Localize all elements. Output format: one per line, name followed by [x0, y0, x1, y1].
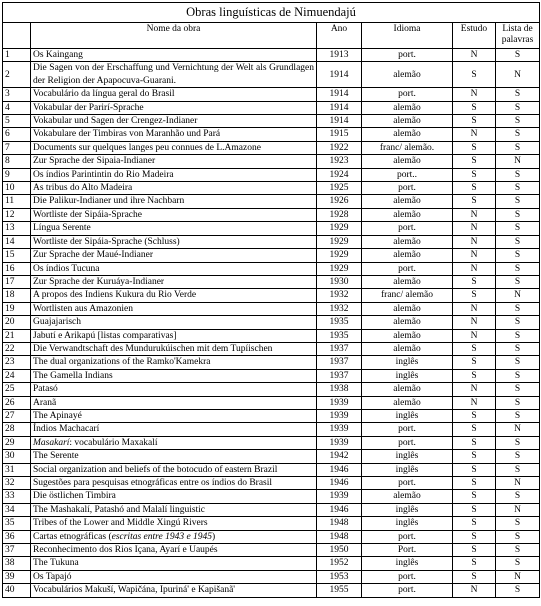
row-number: 18	[3, 289, 31, 302]
year-cell: 1952	[317, 557, 362, 570]
language-cell: inglês	[362, 463, 453, 476]
row-number: 38	[3, 557, 31, 570]
row-number: 29	[3, 436, 31, 449]
study-cell: S	[453, 155, 496, 168]
table-row	[3, 423, 540, 436]
word-list-cell: S	[496, 329, 540, 342]
header-number	[3, 23, 31, 49]
study-cell: S	[453, 490, 496, 503]
language-cell: alemão	[362, 155, 453, 168]
work-title: Aranã	[31, 396, 317, 409]
work-title: Vocabulários Makuší, Wapičána, Ipuriná' e Kapišanã'	[31, 584, 317, 597]
language-cell: franc/ alemão.	[362, 141, 453, 154]
word-list-cell: N	[496, 155, 540, 168]
study-cell: S	[453, 423, 496, 436]
language-cell: alemão	[362, 195, 453, 208]
table-row	[3, 302, 540, 315]
work-title-text: Cartas etnográficas (	[33, 531, 112, 542]
word-list-cell: S	[496, 88, 540, 101]
language-cell: port.	[362, 423, 453, 436]
study-cell: N	[453, 396, 496, 409]
row-number: 28	[3, 423, 31, 436]
table-row	[3, 383, 540, 396]
work-title-italic: Masakarí	[33, 437, 70, 448]
study-cell: S	[453, 530, 496, 543]
study-cell: S	[453, 275, 496, 288]
study-cell: N	[453, 88, 496, 101]
work-title: Die Palikur-Indianer und ihre Nachbarn	[31, 195, 317, 208]
work-title: Vokabulare der Timbiras von Maranhão und Pará	[31, 128, 317, 141]
word-list-cell: S	[496, 222, 540, 235]
language-cell: alemão	[362, 275, 453, 288]
row-number: 31	[3, 463, 31, 476]
word-list-cell: N	[496, 289, 540, 302]
study-cell: S	[453, 101, 496, 114]
year-cell: 1946	[317, 477, 362, 490]
language-cell: alemão	[362, 249, 453, 262]
word-list-cell: S	[496, 356, 540, 369]
language-cell: inglês	[362, 356, 453, 369]
row-number: 22	[3, 342, 31, 355]
language-cell: port..	[362, 168, 453, 181]
year-cell: 1948	[317, 517, 362, 530]
language-cell: port.	[362, 477, 453, 490]
study-cell: N	[453, 49, 496, 62]
work-title: The dual organizations of the Ramko'Kamekra	[31, 356, 317, 369]
word-list-cell: S	[496, 141, 540, 154]
year-cell: 1930	[317, 275, 362, 288]
row-number: 19	[3, 302, 31, 315]
study-cell: S	[453, 168, 496, 181]
study-cell: N	[453, 128, 496, 141]
table-row	[3, 289, 540, 302]
study-cell: S	[453, 195, 496, 208]
table-row	[3, 396, 540, 409]
study-cell: S	[453, 62, 496, 88]
row-number: 33	[3, 490, 31, 503]
table-row	[3, 208, 540, 221]
table-row	[3, 101, 540, 114]
header-word-list: Lista de palavras	[496, 23, 540, 49]
row-number: 7	[3, 141, 31, 154]
row-number: 23	[3, 356, 31, 369]
row-number: 37	[3, 544, 31, 557]
year-cell: 1926	[317, 195, 362, 208]
work-title: Guajajarisch	[31, 316, 317, 329]
work-title: The Mashakalí, Patashó and Malalí linguistic	[31, 503, 317, 516]
year-cell: 1939	[317, 423, 362, 436]
study-cell: N	[453, 249, 496, 262]
word-list-cell: S	[496, 302, 540, 315]
year-cell: 1939	[317, 436, 362, 449]
table-row	[3, 182, 540, 195]
year-cell: 1938	[317, 383, 362, 396]
row-number: 16	[3, 262, 31, 275]
study-cell: S	[453, 477, 496, 490]
word-list-cell: S	[496, 436, 540, 449]
language-cell: inglês	[362, 557, 453, 570]
work-title: Os índios Tucuna	[31, 262, 317, 275]
study-cell: N	[453, 329, 496, 342]
work-title: Os Tapajó	[31, 570, 317, 583]
table-row	[3, 329, 540, 342]
language-cell: alemão	[362, 302, 453, 315]
word-list-cell: S	[496, 235, 540, 248]
word-list-cell: S	[496, 517, 540, 530]
word-list-cell: S	[496, 262, 540, 275]
word-list-cell: S	[496, 396, 540, 409]
study-cell: N	[453, 262, 496, 275]
work-title: Vokabular der Parirí-Sprache	[31, 101, 317, 114]
header-study: Estudo	[453, 23, 496, 49]
work-title: The Apinayé	[31, 409, 317, 422]
work-title: Os Kaingang	[31, 49, 317, 62]
year-cell: 1929	[317, 235, 362, 248]
table-row	[3, 490, 540, 503]
work-title-italic: escritas entre 1943 e 1945	[111, 531, 213, 542]
language-cell: port.	[362, 222, 453, 235]
word-list-cell: S	[496, 168, 540, 181]
row-number: 3	[3, 88, 31, 101]
year-cell: 1915	[317, 128, 362, 141]
language-cell: port.	[362, 436, 453, 449]
year-cell: 1914	[317, 115, 362, 128]
year-cell: 1939	[317, 490, 362, 503]
table-row	[3, 275, 540, 288]
table-row	[3, 222, 540, 235]
work-title: Zur Sprache der Maué-Indianer	[31, 249, 317, 262]
year-cell: 1929	[317, 249, 362, 262]
work-title: Wortlisten aus Amazonien	[31, 302, 317, 315]
word-list-cell: S	[496, 49, 540, 62]
work-title: Zur Sprache der Sipaia-Indianer	[31, 155, 317, 168]
row-number: 4	[3, 101, 31, 114]
language-cell: alemão	[362, 396, 453, 409]
language-cell: alemão	[362, 101, 453, 114]
table-row	[3, 115, 540, 128]
word-list-cell: N	[496, 477, 540, 490]
word-list-cell: S	[496, 195, 540, 208]
word-list-cell: S	[496, 316, 540, 329]
row-number: 25	[3, 383, 31, 396]
study-cell: S	[453, 141, 496, 154]
study-cell: S	[453, 356, 496, 369]
language-cell: inglês	[362, 503, 453, 516]
study-cell: S	[453, 570, 496, 583]
language-cell: alemão	[362, 342, 453, 355]
table-row	[3, 557, 540, 570]
year-cell: 1925	[317, 182, 362, 195]
work-title: Jabutí e Arikapú [listas comparativas]	[31, 329, 317, 342]
year-cell: 1913	[317, 49, 362, 62]
row-number: 5	[3, 115, 31, 128]
year-cell: 1932	[317, 289, 362, 302]
word-list-cell: S	[496, 101, 540, 114]
language-cell: alemão	[362, 383, 453, 396]
table-row	[3, 88, 540, 101]
table-row	[3, 62, 540, 88]
year-cell: 1946	[317, 503, 362, 516]
language-cell: inglês	[362, 369, 453, 382]
row-number: 14	[3, 235, 31, 248]
row-number: 26	[3, 396, 31, 409]
work-title: Zur Sprache der Kuruáya-Indianer	[31, 275, 317, 288]
word-list-cell: S	[496, 544, 540, 557]
study-cell: S	[453, 409, 496, 422]
year-cell: 1935	[317, 316, 362, 329]
table-row	[3, 262, 540, 275]
word-list-cell: S	[496, 409, 540, 422]
year-cell: 1939	[317, 396, 362, 409]
table-row	[3, 249, 540, 262]
word-list-cell: N	[496, 62, 540, 88]
row-number: 17	[3, 275, 31, 288]
row-number: 6	[3, 128, 31, 141]
language-cell: port.	[362, 584, 453, 597]
year-cell: 1942	[317, 450, 362, 463]
year-cell: 1953	[317, 570, 362, 583]
table-row	[3, 342, 540, 355]
language-cell: inglês	[362, 450, 453, 463]
row-number: 2	[3, 62, 31, 88]
work-title: Die Sagen von der Erschaffung und Vernichtung der Welt als Grundlagen der Religion der Apapocuva-Guarani.	[31, 62, 317, 88]
language-cell: port.	[362, 182, 453, 195]
table-row	[3, 450, 540, 463]
study-cell: N	[453, 222, 496, 235]
table-row	[3, 544, 540, 557]
header-language: Idioma	[362, 23, 453, 49]
study-cell: S	[453, 503, 496, 516]
study-cell: S	[453, 182, 496, 195]
year-cell: 1937	[317, 342, 362, 355]
word-list-cell: N	[496, 503, 540, 516]
work-title: Documents sur quelques langes peu connues de L.Amazone	[31, 141, 317, 154]
language-cell: inglês	[362, 409, 453, 422]
word-list-cell: S	[496, 128, 540, 141]
language-cell: alemão	[362, 208, 453, 221]
table-row	[3, 49, 540, 62]
work-title: Die Verwandtschaft des Mundurukúischen mit dem Tupíischen	[31, 342, 317, 355]
work-title: Die östlichen Timbira	[31, 490, 317, 503]
language-cell: inglês	[362, 517, 453, 530]
study-cell: S	[453, 289, 496, 302]
works-table	[2, 2, 540, 598]
word-list-cell: S	[496, 557, 540, 570]
word-list-cell: S	[496, 275, 540, 288]
study-cell: N	[453, 302, 496, 315]
row-number: 20	[3, 316, 31, 329]
work-title: Tribes of the Lower and Middle Xingú Rivers	[31, 517, 317, 530]
language-cell: port.	[362, 530, 453, 543]
language-cell: alemão	[362, 329, 453, 342]
work-title: Os índios Parintintin do Rio Madeira	[31, 168, 317, 181]
year-cell: 1928	[317, 208, 362, 221]
word-list-cell: S	[496, 208, 540, 221]
study-cell: S	[453, 115, 496, 128]
work-title-text: )	[212, 531, 216, 542]
row-number: 39	[3, 570, 31, 583]
study-cell: S	[453, 369, 496, 382]
table-row	[3, 155, 540, 168]
table-row	[3, 316, 540, 329]
document-page	[2, 2, 539, 598]
word-list-cell: S	[496, 463, 540, 476]
study-cell: S	[453, 436, 496, 449]
year-cell: 1923	[317, 155, 362, 168]
year-cell: 1922	[317, 141, 362, 154]
year-cell: 1955	[317, 584, 362, 597]
row-number: 27	[3, 409, 31, 422]
year-cell: 1946	[317, 463, 362, 476]
study-cell: S	[453, 557, 496, 570]
work-title: Social organization and beliefs of the botocudo of eastern Brazil	[31, 463, 317, 476]
study-cell: N	[453, 383, 496, 396]
row-number: 8	[3, 155, 31, 168]
study-cell: S	[453, 450, 496, 463]
work-title-text: : vocabulário Maxakalí	[69, 437, 158, 448]
year-cell: 1914	[317, 62, 362, 88]
language-cell: alemão	[362, 235, 453, 248]
work-title: Reconhecimento dos Rios Içana, Ayarí e Uaupés	[31, 544, 317, 557]
word-list-cell: S	[496, 450, 540, 463]
year-cell: 1937	[317, 369, 362, 382]
study-cell: N	[453, 235, 496, 248]
study-cell: S	[453, 544, 496, 557]
word-list-cell: S	[496, 490, 540, 503]
header-year: Ano	[317, 23, 362, 49]
table-row	[3, 356, 540, 369]
row-number: 12	[3, 208, 31, 221]
year-cell: 1937	[317, 356, 362, 369]
year-cell: 1914	[317, 101, 362, 114]
study-cell: N	[453, 208, 496, 221]
row-number: 11	[3, 195, 31, 208]
language-cell: alemão	[362, 316, 453, 329]
year-cell: 1935	[317, 329, 362, 342]
year-cell: 1929	[317, 262, 362, 275]
word-list-cell: S	[496, 584, 540, 597]
study-cell: S	[453, 463, 496, 476]
word-list-cell: N	[496, 570, 540, 583]
work-title	[31, 436, 317, 449]
row-number: 13	[3, 222, 31, 235]
year-cell: 1914	[317, 88, 362, 101]
word-list-cell: S	[496, 342, 540, 355]
language-cell: port.	[362, 49, 453, 62]
language-cell: alemão	[362, 128, 453, 141]
work-title: The Gamella Indians	[31, 369, 317, 382]
table-row	[3, 503, 540, 516]
work-title: As tribus do Alto Madeira	[31, 182, 317, 195]
row-number: 1	[3, 49, 31, 62]
language-cell: alemão	[362, 115, 453, 128]
word-list-cell: S	[496, 182, 540, 195]
row-number: 32	[3, 477, 31, 490]
work-title: Língua Serente	[31, 222, 317, 235]
table-row	[3, 141, 540, 154]
year-cell: 1948	[317, 530, 362, 543]
year-cell: 1929	[317, 222, 362, 235]
work-title	[31, 530, 317, 543]
table-row	[3, 235, 540, 248]
word-list-cell: S	[496, 383, 540, 396]
table-row	[3, 584, 540, 597]
year-cell: 1924	[317, 168, 362, 181]
row-number: 36	[3, 530, 31, 543]
table-row	[3, 463, 540, 476]
row-number: 30	[3, 450, 31, 463]
table-row	[3, 530, 540, 543]
language-cell: port.	[362, 570, 453, 583]
table-row	[3, 570, 540, 583]
row-number: 40	[3, 584, 31, 597]
row-number: 21	[3, 329, 31, 342]
table-title: Obras linguísticas de Nimuendajú	[3, 3, 540, 23]
table-row	[3, 517, 540, 530]
work-title: Índios Machacarí	[31, 423, 317, 436]
work-title: Patasó	[31, 383, 317, 396]
work-title: The Serente	[31, 450, 317, 463]
table-row	[3, 128, 540, 141]
work-title: The Tukuna	[31, 557, 317, 570]
row-number: 15	[3, 249, 31, 262]
table-row	[3, 168, 540, 181]
year-cell: 1950	[317, 544, 362, 557]
year-cell: 1939	[317, 409, 362, 422]
table-row	[3, 409, 540, 422]
work-title: A propos des Indiens Kukura du Rio Verde	[31, 289, 317, 302]
table-body	[3, 49, 540, 598]
row-number: 9	[3, 168, 31, 181]
word-list-cell: S	[496, 369, 540, 382]
work-title: Wortliste der Sipáia-Sprache (Schluss)	[31, 235, 317, 248]
row-number: 35	[3, 517, 31, 530]
language-cell: port.	[362, 262, 453, 275]
work-title: Vocabulário da língua geral do Brasil	[31, 88, 317, 101]
language-cell: alemão	[362, 62, 453, 88]
study-cell: N	[453, 584, 496, 597]
word-list-cell: N	[496, 423, 540, 436]
language-cell: franc/ alemão	[362, 289, 453, 302]
study-cell: S	[453, 342, 496, 355]
row-number: 10	[3, 182, 31, 195]
word-list-cell: S	[496, 530, 540, 543]
work-title: Wortliste der Sipáia-Sprache	[31, 208, 317, 221]
word-list-cell: S	[496, 115, 540, 128]
header-name: Nome da obra	[31, 23, 317, 49]
row-number: 34	[3, 503, 31, 516]
language-cell: alemão	[362, 490, 453, 503]
language-cell: port.	[362, 88, 453, 101]
work-title: Vokabular und Sagen der Crengez-Indianer	[31, 115, 317, 128]
word-list-cell: S	[496, 249, 540, 262]
work-title: Sugestões para pesquisas etnográficas entre os índios do Brasil	[31, 477, 317, 490]
language-cell: Port.	[362, 544, 453, 557]
table-row	[3, 369, 540, 382]
table-row	[3, 477, 540, 490]
table-row	[3, 436, 540, 449]
study-cell: N	[453, 316, 496, 329]
row-number: 24	[3, 369, 31, 382]
study-cell: S	[453, 517, 496, 530]
year-cell: 1932	[317, 302, 362, 315]
table-row	[3, 195, 540, 208]
